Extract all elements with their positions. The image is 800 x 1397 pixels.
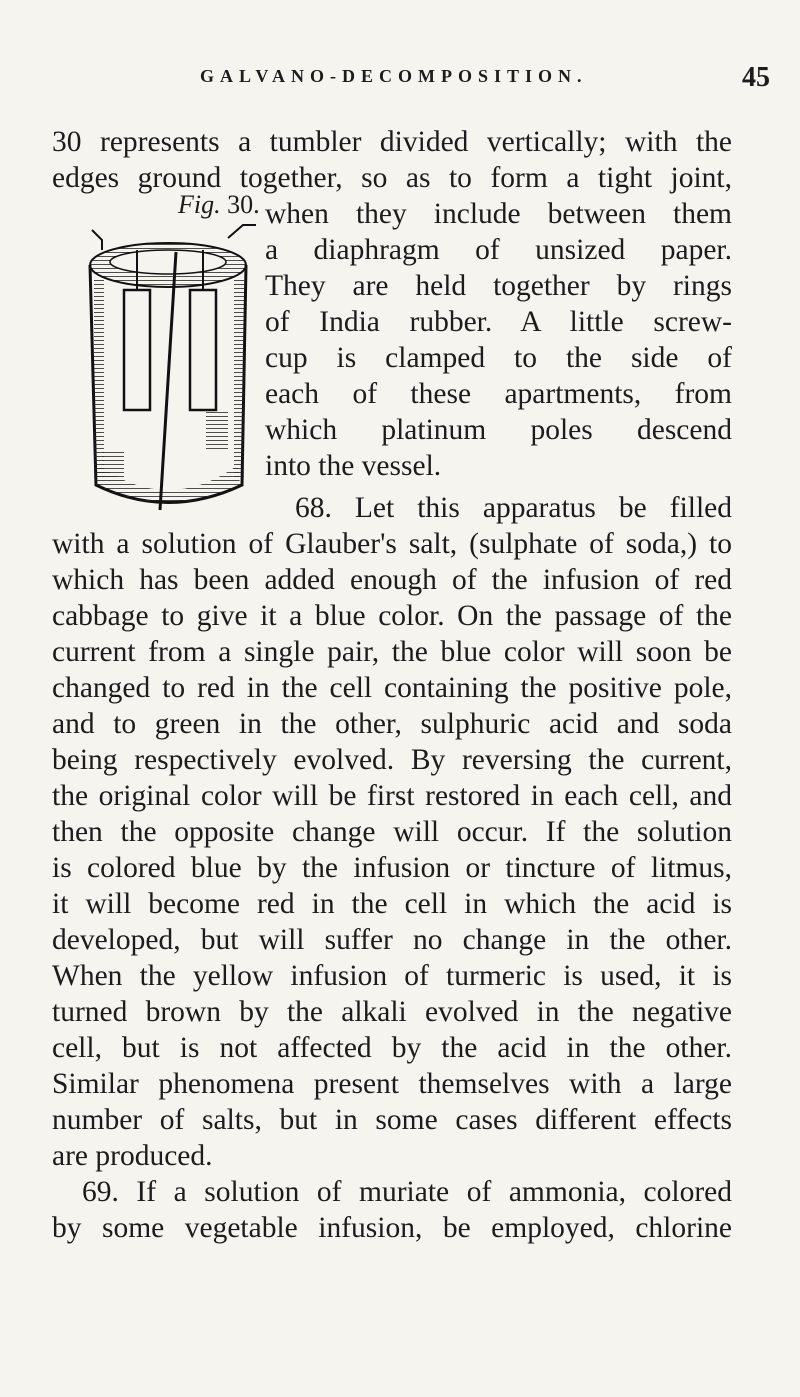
- text-line: by some vegetable infusion, be employed, chlorine: [52, 1212, 732, 1244]
- text-line: which has been added enough of the infusion of red: [52, 564, 732, 596]
- text-line: then the opposite change will occur. If the solution: [52, 816, 732, 848]
- paragraph-69-start: 69. If a solution of muriate of ammonia, colored: [82, 1176, 732, 1208]
- text-line: Similar phenomena present themselves with a large: [52, 1068, 732, 1100]
- text-line: cell, but is not affected by the acid in the other.: [52, 1032, 732, 1064]
- text-line: cabbage to give it a blue color. On the passage of the: [52, 600, 732, 632]
- text-line: number of salts, but in some cases different effects: [52, 1104, 732, 1136]
- text-line: into the vessel.: [265, 450, 442, 482]
- text-line: cup is clamped to the side of: [265, 342, 732, 374]
- text-line: of India rubber. A little screw-: [265, 306, 732, 338]
- text-line: turned brown by the alkali evolved in the negative: [52, 996, 732, 1028]
- text-line: current from a single pair, the blue color will soon be: [52, 636, 732, 668]
- text-line: When the yellow infusion of turmeric is used, it is: [52, 960, 732, 992]
- text-line: a diaphragm of unsized paper.: [265, 234, 732, 266]
- text-line: is colored blue by the infusion or tincture of litmus,: [52, 852, 732, 884]
- tumbler-illustration: [78, 220, 260, 520]
- text-line: with a solution of Glauber's salt, (sulphate of soda,) to: [52, 528, 732, 560]
- page-number: 45: [742, 62, 770, 93]
- text-line: are produced.: [52, 1140, 213, 1172]
- text-line: developed, but will suffer no change in the other.: [52, 924, 732, 956]
- paragraph-68-start: 68. Let this apparatus be filled: [295, 492, 732, 524]
- text-line: 30 represents a tumbler divided vertically; with the: [52, 126, 732, 158]
- text-line: edges ground together, so as to form a tight joint,: [52, 162, 732, 194]
- text-line: which platinum poles descend: [265, 414, 732, 446]
- text-line: it will become red in the cell in which the acid is: [52, 888, 732, 920]
- text-line: changed to red in the cell containing the positive pole,: [52, 672, 732, 704]
- text-line: being respectively evolved. By reversing the current,: [52, 744, 732, 776]
- figure-number: 30.: [227, 190, 260, 219]
- text-line: and to green in the other, sulphuric acid and soda: [52, 708, 732, 740]
- running-head: GALVANO-DECOMPOSITION.: [200, 66, 588, 86]
- figure-label: Fig.: [178, 190, 221, 219]
- page-header: [0, 62, 800, 98]
- text-line: the original color will be first restored in each cell, and: [52, 780, 732, 812]
- text-line: They are held together by rings: [265, 270, 732, 302]
- text-line: when they include between them: [265, 198, 732, 230]
- text-line: each of these apartments, from: [265, 378, 732, 410]
